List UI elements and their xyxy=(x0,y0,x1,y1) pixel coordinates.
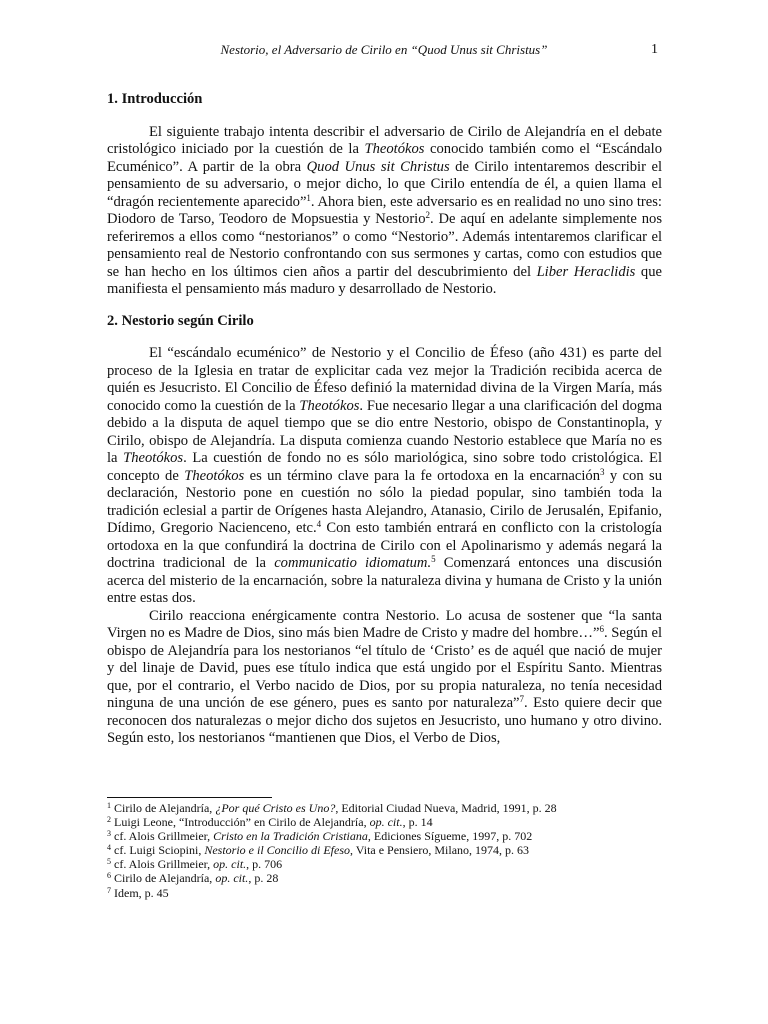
footnotes xyxy=(107,801,667,900)
footnote-text: Cirilo de Alejandría, xyxy=(114,801,216,815)
footnote-separator xyxy=(107,797,272,798)
section-heading-introduccion: 1. Introducción xyxy=(107,91,203,107)
footnote-item xyxy=(107,857,667,871)
footnote-text: , Vita e Pensiero, Milano, 1974, p. 63 xyxy=(350,843,530,858)
text-run: que manifiesta el pensamiento más maduro y desarrollado de Nestorio. xyxy=(107,263,662,297)
footnote-text: , p. 706 xyxy=(246,857,283,872)
paragraph-escandalo xyxy=(107,345,662,608)
text-run: . La cuestión de fondo no es sólo mariológica, sino sobre todo cristológica. El concepto de xyxy=(107,450,662,484)
footnote-text: Cirilo de Alejandría, xyxy=(114,871,216,886)
footnote-number: 1 xyxy=(107,801,111,810)
body-text xyxy=(107,91,662,748)
footnote-number: 6 xyxy=(107,871,111,881)
text-run: y con su declaración, Nestorio pone en cuestión no sólo la piedad popular, sino también toda la tradición eclesial a partir de Orígenes hasta Alejandro, Atanasio, Cirilo de Jerusalén, Epifanio, Dídimo, Gregorio Nacienceno, etc. xyxy=(107,467,662,536)
footnote-text: cf. Alois Grillmeier, xyxy=(114,857,214,872)
footnote-ref[interactable]: 5 xyxy=(431,554,436,564)
footnote-item xyxy=(107,843,667,857)
running-header: Nestorio, el Adversario de Cirilo en “Quod Unus sit Christus” xyxy=(220,42,548,57)
footnote-ref[interactable]: 1 xyxy=(306,192,311,203)
footnote-ref[interactable]: 2 xyxy=(425,210,431,220)
footnote-item xyxy=(107,815,667,829)
footnote-italic: ¿Por qué Cristo es Uno? xyxy=(215,801,336,815)
paragraph-cirilo-reacciona xyxy=(107,608,662,748)
text-run: El siguiente trabajo intenta describir el adversario de Cirilo de Alejandría en el debate cristológico iniciado por la cuestión de la xyxy=(107,123,662,157)
footnote-text: , Ediciones Sígueme, 1997, p. 702 xyxy=(367,829,533,844)
footnote-italic: op. cit. xyxy=(213,857,247,872)
text-run: de Cirilo intentaremos describir el pensamiento de su adversario, o mejor dicho, lo que Cirilo entendía de él, a quien llama el “dragón recientemente aparecido” xyxy=(107,158,663,210)
footnote-ref[interactable]: 3 xyxy=(600,466,605,477)
footnote-italic: Cristo en la Tradición Cristiana xyxy=(213,829,368,844)
footnote-italic: Nestorio e il Concilio di Efeso xyxy=(204,843,350,858)
footnote-text: , Editorial Ciudad Nueva, Madrid, 1991, p. 28 xyxy=(335,801,557,815)
text-run: conocido también como el “Escándalo Ecuménico”. A partir de la obra xyxy=(107,141,662,175)
text-run: es un término clave para la fe ortodoxa en la encarnación xyxy=(244,467,600,484)
page-number: 1 xyxy=(651,42,658,57)
footnote-text: cf. Alois Grillmeier, xyxy=(114,829,214,844)
italic-term: Theotókos xyxy=(184,467,245,484)
footnote-item xyxy=(107,886,667,900)
text-run: El “escándalo ecuménico” de Nestorio y el Concilio de Éfeso (año 431) es parte del proceso de la Iglesia en tratar de explicitar cada vez mejor la Tradición recibida acerca de quién es Jesucristo. El Concilio de Éfeso definió la maternidad divina de la Virgen María, más conocido como la cuestión de la xyxy=(107,345,662,414)
footnote-number: 5 xyxy=(107,857,111,867)
text-run: . Esto quiere decir que reconocen dos naturalezas o mejor dicho dos sujetos en Jesucristo, uno humano y otro divino. Según esto, los nestorianos “mantienen que Dios, el Verbo de Dios, xyxy=(107,695,662,746)
italic-term: Theotókos xyxy=(364,141,425,157)
footnote-italic: op. cit. xyxy=(369,815,403,830)
text-run: . De aquí en adelante simplemente nos referiremos a ellos como “nestorianos” o como “Nestorio”. Además intentaremos clarificar el pensamiento real de Nestorio confrontando con sus sermones y cartas, como con estudios que se han hecho en los últimos cien años a partir del descubrimiento del xyxy=(107,211,662,280)
text-run: . Fue necesario llegar a una clarificación del dogma debido a la disputa de aquel tiempo que se dio entre Nestorio, obispo de Constantinopla, y Cirilo, obispo de Alejandría. La disputa comienza cuando Nestorio establece que María no es la xyxy=(107,397,662,466)
footnote-item xyxy=(107,829,667,843)
text-run: Con esto también entrará en conflicto con la cristología ortodoxa en la que confundirá la doctrina de Cirilo con el Apolinarismo y además negará la doctrina tradicional de la xyxy=(107,520,662,571)
footnote-ref[interactable]: 7 xyxy=(519,694,525,704)
footnote-item xyxy=(107,801,667,815)
footnote-number: 7 xyxy=(107,885,111,895)
italic-title: Quod Unus sit Christus xyxy=(306,158,450,175)
text-run: Comenzará entonces una discusión acerca del misterio de la encarnación, sobre la naturaleza divina y humana de Cristo y la unión entre estas dos. xyxy=(107,555,662,606)
footnote-ref[interactable]: 6 xyxy=(599,624,604,634)
text-run: . Ahora bien, este adversario es en realidad no uno sino tres: Diodoro de Tarso, Teodoro de Mopsuestia y Nestorio xyxy=(107,193,662,227)
footnote-text: , p. 14 xyxy=(402,815,433,830)
italic-term: Theotókos xyxy=(123,450,184,466)
footnote-number: 4 xyxy=(107,843,111,853)
footnote-italic: op. cit. xyxy=(215,871,249,886)
footnote-number: 3 xyxy=(107,829,111,839)
italic-term: Theotókos xyxy=(299,397,360,414)
text-run: Cirilo reacciona enérgicamente contra Nestorio. Lo acusa de sostener que “la santa Virgen no es Madre de Dios, sino más bien Madre de Cristo y madre del hombre…” xyxy=(107,607,662,641)
footnote-text: Luigi Leone, “Introducción” en Cirilo de Alejandría, xyxy=(114,815,370,830)
section-heading-nestorio: 2. Nestorio según Cirilo xyxy=(107,312,254,329)
italic-term: communicatio idiomatum. xyxy=(274,555,432,571)
paragraph-introduccion xyxy=(107,124,662,299)
footnote-item xyxy=(107,871,667,885)
footnote-ref[interactable]: 4 xyxy=(316,519,322,529)
text-run: . Según el obispo de Alejandría para los nestorianos “el título de ‘Cristo’ es de aquél que nació de mujer y del linaje de David, pues ese título indica que está ungido por el Espíritu Santo. Mientras que, por el contrario, el Verbo nacido de Dios, por su propia naturaleza, no tenía necesidad ninguna de una unción de ese género, pues es santo por naturaleza” xyxy=(107,625,662,711)
footnote-number: 2 xyxy=(107,815,111,825)
italic-title: Liber Heraclidis xyxy=(536,263,636,280)
footnote-text: Idem, p. 45 xyxy=(114,885,169,900)
footnote-text: cf. Luigi Sciopini, xyxy=(114,843,205,858)
footnote-text: , p. 28 xyxy=(248,871,279,886)
